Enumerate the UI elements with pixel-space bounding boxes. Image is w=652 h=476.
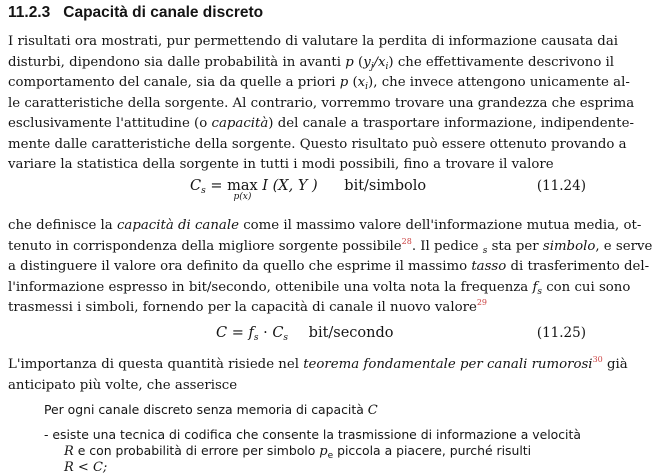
paragraph-theorem-intro bbox=[8, 355, 628, 396]
paragraph-capacity bbox=[8, 216, 652, 319]
text-line: l'informazione espresso in bit/secondo, ottenibile una volta nota la frequenza $f_s$ con cui sono bbox=[8, 279, 631, 297]
equation-body: $C_s = \max$ p(x) I (X, Y ) bit/simbolo bbox=[190, 178, 427, 202]
text-line: I risultati ora mostrati, pur permettendo di valutare la perdita di informazione causata dai bbox=[8, 34, 618, 49]
text-line: trasmessi i simboli, fornendo per la capacità di canale il nuovo valore$^{29}$ bbox=[8, 298, 488, 315]
equation-unit: bit/simbolo bbox=[344, 178, 427, 194]
text-line: R < C; bbox=[64, 460, 108, 475]
equation-body: $C = f_s \cdot C_s$ bit/secondo bbox=[216, 325, 394, 343]
text-line: comportamento del canale, sia da quelle a priori p $(x_i)$, che invece attengono unicamente al- bbox=[8, 75, 630, 92]
text-line: le caratteristiche della sorgente. Al contrario, vorremmo trovare una grandezza che esprima bbox=[8, 95, 635, 111]
text-line: che definisce la capacità di canale come il massimo valore dell'informazione mutua media, ot- bbox=[8, 218, 642, 233]
text-line: mente dalle caratteristiche della sorgente. Questo risultato può essere ottenuto provando a bbox=[8, 136, 627, 152]
text-line: - esiste una tecnica di codifica che consente la trasmissione di informazione a velocità bbox=[44, 427, 581, 442]
equation-11-25 bbox=[0, 325, 600, 357]
formula-frequency: $f_s$ bbox=[532, 279, 542, 297]
section-heading bbox=[8, 4, 263, 22]
equation-number: (11.24) bbox=[536, 178, 586, 194]
footnote-marker: 28 bbox=[401, 236, 412, 246]
text-line: tenuto in corrispondenza della migliore sorgente possibile$^{28}$. Il pedice $_s$ sta per simbolo, e serve bbox=[8, 236, 652, 256]
max-operator: max p(x) bbox=[227, 178, 258, 202]
paragraph-intro bbox=[8, 32, 635, 176]
text-line: Per ogni canale discreto senza memoria di capacità C bbox=[44, 402, 378, 418]
footnote-marker: 29 bbox=[476, 298, 488, 307]
theorem-statement bbox=[44, 402, 584, 476]
formula-forward-prob: p $(y_j/x_i)$ bbox=[345, 54, 394, 72]
text-line: L'importanza di questa quantità risiede nel teorema fondamentale per canali rumorosi$^{30}$ già bbox=[8, 355, 628, 372]
equation-unit: bit/secondo bbox=[308, 325, 394, 341]
footnote-marker: 30 bbox=[592, 355, 603, 364]
text-line: a distinguere il valore ora definito da quello che esprime il massimo tasso di trasferimento del- bbox=[8, 259, 650, 274]
text-line: esclusivamente l'attitudine (o capacità) del canale a trasportare informazione, indipendente- bbox=[8, 116, 634, 131]
section-title: Capacità di canale discreto bbox=[63, 4, 264, 21]
section-number: 11.2.3 bbox=[8, 4, 51, 21]
equation-number: (11.25) bbox=[536, 325, 586, 341]
text-line: R e con probabilità di errore per simbolo $p_e$ piccola a piacere, purché risulti bbox=[64, 443, 532, 461]
equation-11-24 bbox=[0, 178, 600, 210]
text-line: anticipato più volte, che asserisce bbox=[8, 377, 238, 393]
text-line: variare la statistica della sorgente in tutti i modi possibili, fino a trovare il valore bbox=[8, 157, 554, 172]
text-line: disturbi, dipendono sia dalle probabilità in avanti p $(y_j/x_i)$ che effettivamente descrivono il bbox=[8, 54, 615, 72]
formula-prior-prob: p $(x_i)$ bbox=[339, 75, 374, 92]
